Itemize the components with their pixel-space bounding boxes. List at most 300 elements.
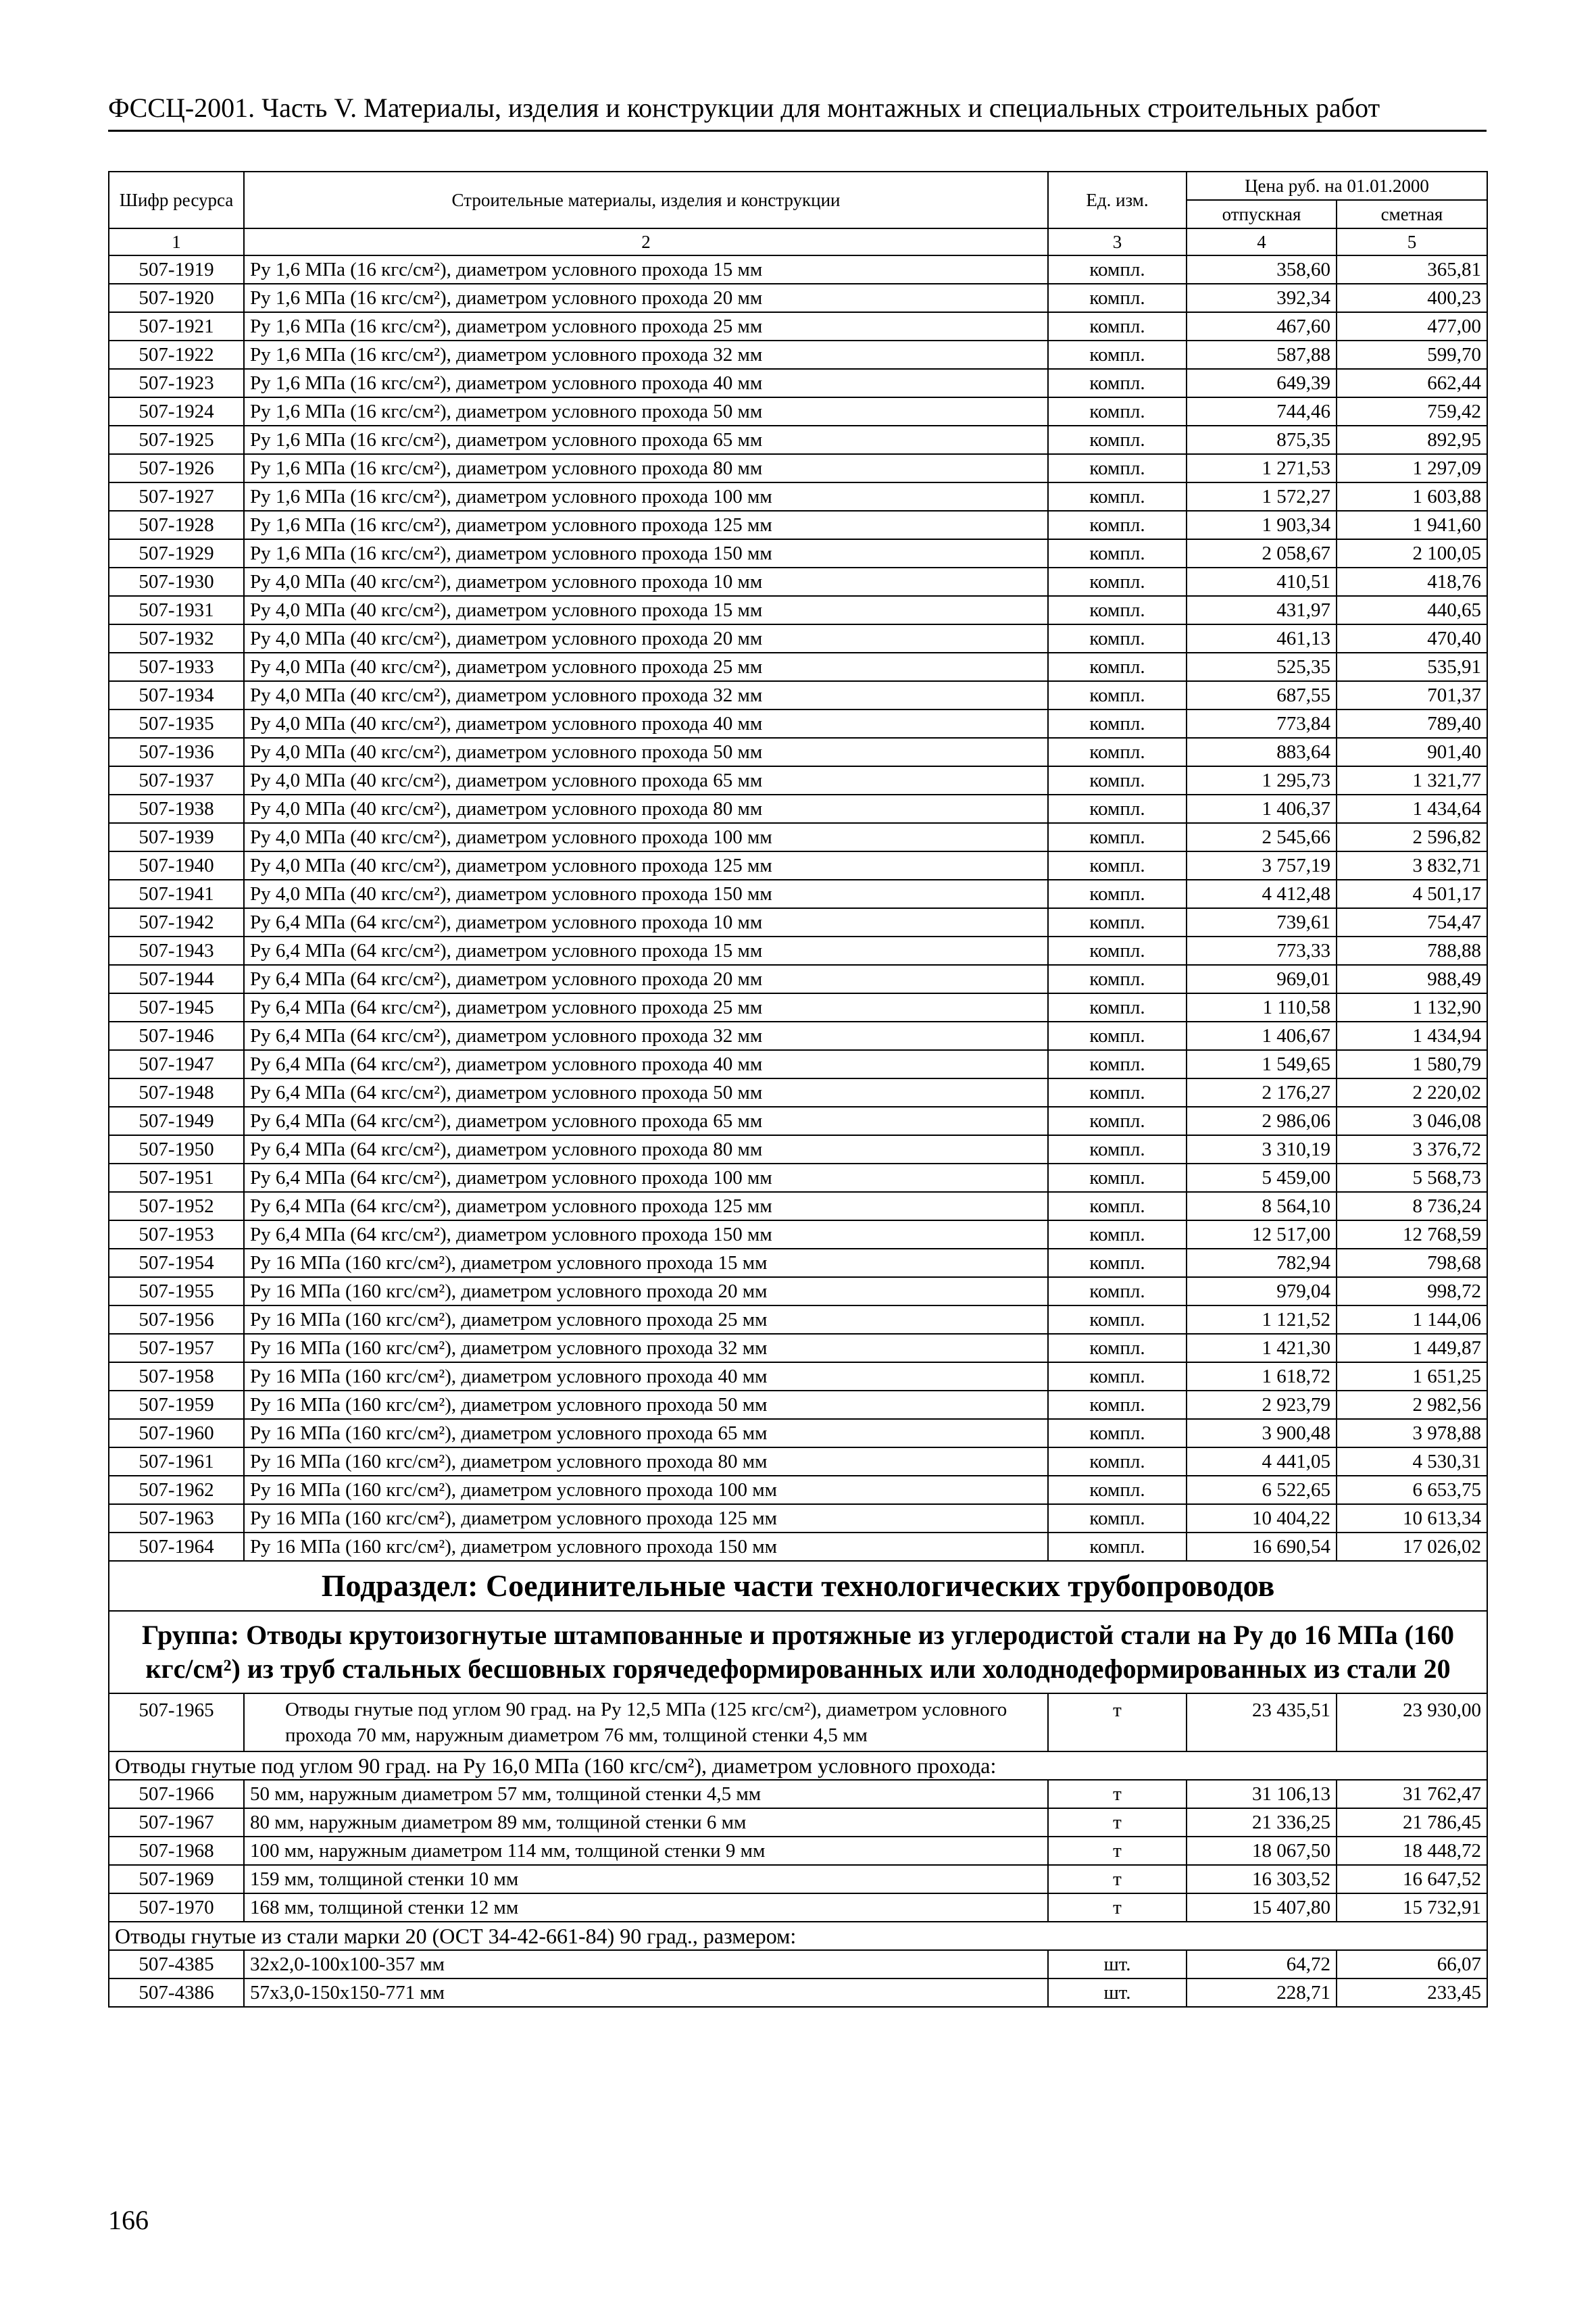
row-release-price: 4 412,48: [1187, 880, 1337, 908]
row-code: 507-1954: [109, 1249, 244, 1277]
row-estimate-price: 470,40: [1337, 624, 1487, 653]
row-name: Ру 1,6 МПа (16 кгс/см²), диаметром условного прохода 150 мм: [244, 539, 1048, 568]
row-unit: компл.: [1048, 397, 1187, 426]
page-number: 166: [108, 2205, 149, 2235]
row-release-price: 228,71: [1187, 1978, 1337, 2007]
row-code: 507-1955: [109, 1277, 244, 1305]
row-code: 507-1959: [109, 1391, 244, 1419]
header-price: Цена руб. на 01.01.2000: [1187, 172, 1487, 200]
table-row: [109, 1362, 1487, 1391]
row-release-price: 525,35: [1187, 653, 1337, 681]
header-unit: Ед. изм.: [1048, 172, 1187, 228]
row-name: Ру 1,6 МПа (16 кгс/см²), диаметром условного прохода 125 мм: [244, 511, 1048, 539]
row-unit: компл.: [1048, 1419, 1187, 1447]
table-row: [109, 1192, 1487, 1220]
header-code: Шифр ресурса: [109, 172, 244, 228]
row-unit: т: [1048, 1808, 1187, 1837]
row-release-price: 6 522,65: [1187, 1476, 1337, 1504]
row-estimate-price: 754,47: [1337, 908, 1487, 937]
row-name: Ру 16 МПа (160 кгс/см²), диаметром условного прохода 65 мм: [244, 1419, 1048, 1447]
row-estimate-price: 1 651,25: [1337, 1362, 1487, 1391]
row-name: Ру 6,4 МПа (64 кгс/см²), диаметром условного прохода 15 мм: [244, 937, 1048, 965]
row-unit: компл.: [1048, 312, 1187, 341]
row-name: 159 мм, толщиной стенки 10 мм: [244, 1865, 1048, 1893]
row-estimate-price: 998,72: [1337, 1277, 1487, 1305]
row-code: 507-1924: [109, 397, 244, 426]
row-unit: т: [1048, 1693, 1187, 1751]
row-code: 507-1937: [109, 766, 244, 795]
row-unit: компл.: [1048, 1107, 1187, 1135]
row-name: 100 мм, наружным диаметром 114 мм, толщиной стенки 9 мм: [244, 1837, 1048, 1865]
row-unit: компл.: [1048, 511, 1187, 539]
table-row: [109, 738, 1487, 766]
row-estimate-price: 988,49: [1337, 965, 1487, 993]
table-row: [109, 880, 1487, 908]
row-code: 507-1939: [109, 823, 244, 851]
row-estimate-price: 1 941,60: [1337, 511, 1487, 539]
row-code: 507-1952: [109, 1192, 244, 1220]
col-num-4: 4: [1187, 228, 1337, 255]
row-release-price: 1 406,67: [1187, 1022, 1337, 1050]
row-code: 507-1925: [109, 426, 244, 454]
row-unit: компл.: [1048, 1305, 1187, 1334]
row-unit: компл.: [1048, 823, 1187, 851]
row-code: 507-1967: [109, 1808, 244, 1837]
header-name: Строительные материалы, изделия и конструкции: [244, 172, 1048, 228]
row-release-price: 1 549,65: [1187, 1050, 1337, 1078]
row-code: 507-1956: [109, 1305, 244, 1334]
row-release-price: 1 121,52: [1187, 1305, 1337, 1334]
row-estimate-price: 8 736,24: [1337, 1192, 1487, 1220]
row-name: Ру 16 МПа (160 кгс/см²), диаметром условного прохода 80 мм: [244, 1447, 1048, 1476]
row-estimate-price: 3 978,88: [1337, 1419, 1487, 1447]
row-name: Ру 6,4 МПа (64 кгс/см²), диаметром условного прохода 125 мм: [244, 1192, 1048, 1220]
row-release-price: 1 903,34: [1187, 511, 1337, 539]
row-name: Ру 16 МПа (160 кгс/см²), диаметром условного прохода 100 мм: [244, 1476, 1048, 1504]
row-name: Ру 16 МПа (160 кгс/см²), диаметром условного прохода 25 мм: [244, 1305, 1048, 1334]
table-row: [109, 1164, 1487, 1192]
table-row: [109, 624, 1487, 653]
row-release-price: 21 336,25: [1187, 1808, 1337, 1837]
row-estimate-price: 477,00: [1337, 312, 1487, 341]
row-name: 50 мм, наружным диаметром 57 мм, толщиной стенки 4,5 мм: [244, 1780, 1048, 1808]
row-name: Ру 16 МПа (160 кгс/см²), диаметром условного прохода 40 мм: [244, 1362, 1048, 1391]
row-estimate-price: 17 026,02: [1337, 1533, 1487, 1561]
row-estimate-price: 6 653,75: [1337, 1476, 1487, 1504]
table-row: [109, 1837, 1487, 1865]
row-release-price: 4 441,05: [1187, 1447, 1337, 1476]
table-row: [109, 255, 1487, 284]
row-estimate-price: 3 046,08: [1337, 1107, 1487, 1135]
row-estimate-price: 12 768,59: [1337, 1220, 1487, 1249]
row-name: Ру 4,0 МПа (40 кгс/см²), диаметром условного прохода 10 мм: [244, 568, 1048, 596]
row-name: Ру 6,4 МПа (64 кгс/см²), диаметром условного прохода 50 мм: [244, 1078, 1048, 1107]
row-estimate-price: 66,07: [1337, 1950, 1487, 1978]
col-num-1: 1: [109, 228, 244, 255]
row-name: Ру 1,6 МПа (16 кгс/см²), диаметром условного прохода 15 мм: [244, 255, 1048, 284]
table-row: [109, 653, 1487, 681]
row-estimate-price: 5 568,73: [1337, 1164, 1487, 1192]
table-row: [109, 1022, 1487, 1050]
row-release-price: 461,13: [1187, 624, 1337, 653]
row-estimate-price: 2 596,82: [1337, 823, 1487, 851]
row-code: 507-1966: [109, 1780, 244, 1808]
row-unit: компл.: [1048, 710, 1187, 738]
table-row: [109, 454, 1487, 482]
row-name: Ру 1,6 МПа (16 кгс/см²), диаметром условного прохода 25 мм: [244, 312, 1048, 341]
table-row: [109, 1693, 1487, 1751]
table-row: [109, 1050, 1487, 1078]
table-row: [109, 993, 1487, 1022]
row-estimate-price: 400,23: [1337, 284, 1487, 312]
row-code: 507-1940: [109, 851, 244, 880]
row-unit: компл.: [1048, 965, 1187, 993]
row-unit: компл.: [1048, 1022, 1187, 1050]
row-estimate-price: 1 132,90: [1337, 993, 1487, 1022]
row-release-price: 1 572,27: [1187, 482, 1337, 511]
row-code: 507-1953: [109, 1220, 244, 1249]
table-row: [109, 312, 1487, 341]
row-unit: т: [1048, 1837, 1187, 1865]
row-unit: компл.: [1048, 1533, 1187, 1561]
row-estimate-price: 3 832,71: [1337, 851, 1487, 880]
row-estimate-price: 662,44: [1337, 369, 1487, 397]
row-unit: компл.: [1048, 1135, 1187, 1164]
row-estimate-price: 1 144,06: [1337, 1305, 1487, 1334]
row-unit: компл.: [1048, 1277, 1187, 1305]
row-estimate-price: 365,81: [1337, 255, 1487, 284]
row-release-price: 2 058,67: [1187, 539, 1337, 568]
row-release-price: 2 923,79: [1187, 1391, 1337, 1419]
row-name: 32х2,0-100х100-357 мм: [244, 1950, 1048, 1978]
subsection-row: [109, 1561, 1487, 1611]
row-name: Ру 6,4 МПа (64 кгс/см²), диаметром условного прохода 20 мм: [244, 965, 1048, 993]
row-code: 507-1920: [109, 284, 244, 312]
row-unit: компл.: [1048, 624, 1187, 653]
row-release-price: 5 459,00: [1187, 1164, 1337, 1192]
row-release-price: 2 545,66: [1187, 823, 1337, 851]
row-release-price: 23 435,51: [1187, 1693, 1337, 1751]
table-row: [109, 965, 1487, 993]
table-row: [109, 1419, 1487, 1447]
table-row: [109, 568, 1487, 596]
row-name: Ру 16 МПа (160 кгс/см²), диаметром условного прохода 32 мм: [244, 1334, 1048, 1362]
row-name: Ру 1,6 МПа (16 кгс/см²), диаметром условного прохода 80 мм: [244, 454, 1048, 482]
row-name: Ру 6,4 МПа (64 кгс/см²), диаметром условного прохода 100 мм: [244, 1164, 1048, 1192]
header-estimate: сметная: [1337, 200, 1487, 228]
row-release-price: 587,88: [1187, 341, 1337, 369]
row-name: 57х3,0-150х150-771 мм: [244, 1978, 1048, 2007]
table-row: [109, 1334, 1487, 1362]
row-unit: компл.: [1048, 454, 1187, 482]
row-code: 507-1968: [109, 1837, 244, 1865]
table-row: [109, 1808, 1487, 1837]
row-unit: компл.: [1048, 341, 1187, 369]
row-code: 507-1930: [109, 568, 244, 596]
row-estimate-price: 2 982,56: [1337, 1391, 1487, 1419]
row-code: 507-1919: [109, 255, 244, 284]
row-estimate-price: 4 501,17: [1337, 880, 1487, 908]
row-code: 507-1934: [109, 681, 244, 710]
row-name: Ру 1,6 МПа (16 кгс/см²), диаметром условного прохода 32 мм: [244, 341, 1048, 369]
row-name: Ру 4,0 МПа (40 кгс/см²), диаметром условного прохода 65 мм: [244, 766, 1048, 795]
bends-16-label: Отводы гнутые под углом 90 град. на Ру 16,0 МПа (160 кгс/см²), диаметром условного прохода:: [109, 1751, 1487, 1780]
row-name: Ру 4,0 МПа (40 кгс/см²), диаметром условного прохода 20 мм: [244, 624, 1048, 653]
row-estimate-price: 4 530,31: [1337, 1447, 1487, 1476]
table-row: [109, 426, 1487, 454]
row-unit: компл.: [1048, 284, 1187, 312]
row-unit: т: [1048, 1865, 1187, 1893]
table-row: [109, 1893, 1487, 1922]
table-row: [109, 1249, 1487, 1277]
table-row: [109, 511, 1487, 539]
row-name: Ру 4,0 МПа (40 кгс/см²), диаметром условного прохода 150 мм: [244, 880, 1048, 908]
row-code: 507-1928: [109, 511, 244, 539]
row-estimate-price: 788,88: [1337, 937, 1487, 965]
row-release-price: 649,39: [1187, 369, 1337, 397]
row-release-price: 773,33: [1187, 937, 1337, 965]
row-unit: компл.: [1048, 482, 1187, 511]
row-code: 507-1935: [109, 710, 244, 738]
row-release-price: 392,34: [1187, 284, 1337, 312]
row-estimate-price: 10 613,34: [1337, 1504, 1487, 1533]
row-code: 507-4386: [109, 1978, 244, 2007]
row-code: 507-1944: [109, 965, 244, 993]
row-code: 507-1960: [109, 1419, 244, 1447]
row-estimate-price: 1 449,87: [1337, 1334, 1487, 1362]
row-unit: компл.: [1048, 908, 1187, 937]
row-release-price: 2 986,06: [1187, 1107, 1337, 1135]
row-code: 507-1936: [109, 738, 244, 766]
table-row: [109, 369, 1487, 397]
row-unit: шт.: [1048, 1950, 1187, 1978]
row-code: 507-1943: [109, 937, 244, 965]
row-name: Ру 16 МПа (160 кгс/см²), диаметром условного прохода 20 мм: [244, 1277, 1048, 1305]
row-unit: компл.: [1048, 766, 1187, 795]
row-estimate-price: 1 580,79: [1337, 1050, 1487, 1078]
row-release-price: 12 517,00: [1187, 1220, 1337, 1249]
row-release-price: 2 176,27: [1187, 1078, 1337, 1107]
row-code: 507-1963: [109, 1504, 244, 1533]
price-table: [108, 171, 1488, 2008]
table-row: [109, 1107, 1487, 1135]
row-release-price: 31 106,13: [1187, 1780, 1337, 1808]
row-code: 507-1969: [109, 1865, 244, 1893]
row-code: 507-1931: [109, 596, 244, 624]
row-name: Отводы гнутые под углом 90 град. на Ру 12,5 МПа (125 кгс/см²), диаметром условного прохода 70 мм, наружным диаметром 76 мм, толщиной стенки 4,5 мм: [244, 1693, 1048, 1751]
row-unit: компл.: [1048, 1476, 1187, 1504]
table-row: [109, 1533, 1487, 1561]
row-release-price: 687,55: [1187, 681, 1337, 710]
row-unit: компл.: [1048, 1192, 1187, 1220]
row-estimate-price: 1 434,94: [1337, 1022, 1487, 1050]
row-estimate-price: 21 786,45: [1337, 1808, 1487, 1837]
row-estimate-price: 789,40: [1337, 710, 1487, 738]
row-release-price: 16 690,54: [1187, 1533, 1337, 1561]
row-code: 507-1927: [109, 482, 244, 511]
row-code: 507-1962: [109, 1476, 244, 1504]
row-name: Ру 6,4 МПа (64 кгс/см²), диаметром условного прохода 32 мм: [244, 1022, 1048, 1050]
row-name: Ру 6,4 МПа (64 кгс/см²), диаметром условного прохода 10 мм: [244, 908, 1048, 937]
row-estimate-price: 701,37: [1337, 681, 1487, 710]
row-estimate-price: 901,40: [1337, 738, 1487, 766]
row-name: Ру 6,4 МПа (64 кгс/см²), диаметром условного прохода 65 мм: [244, 1107, 1048, 1135]
row-unit: компл.: [1048, 539, 1187, 568]
row-release-price: 16 303,52: [1187, 1865, 1337, 1893]
table-row: [109, 1447, 1487, 1476]
row-unit: компл.: [1048, 1249, 1187, 1277]
row-name: Ру 1,6 МПа (16 кгс/см²), диаметром условного прохода 20 мм: [244, 284, 1048, 312]
row-name: Ру 4,0 МПа (40 кгс/см²), диаметром условного прохода 80 мм: [244, 795, 1048, 823]
row-release-price: 1 421,30: [1187, 1334, 1337, 1362]
table-row: [109, 1305, 1487, 1334]
row-name: Ру 4,0 МПа (40 кгс/см²), диаметром условного прохода 50 мм: [244, 738, 1048, 766]
row-estimate-price: 2 100,05: [1337, 539, 1487, 568]
row-code: 507-1965: [109, 1693, 244, 1751]
row-code: 507-1946: [109, 1022, 244, 1050]
row-release-price: 1 271,53: [1187, 454, 1337, 482]
row-release-price: 773,84: [1187, 710, 1337, 738]
row-release-price: 358,60: [1187, 255, 1337, 284]
table-row: [109, 482, 1487, 511]
header-release: отпускная: [1187, 200, 1337, 228]
row-release-price: 3 757,19: [1187, 851, 1337, 880]
page-header: ФССЦ-2001. Часть V. Материалы, изделия и конструкции для монтажных и специальных строительных работ: [108, 95, 1487, 132]
row-unit: шт.: [1048, 1978, 1187, 2007]
row-release-price: 467,60: [1187, 312, 1337, 341]
row-name: Ру 1,6 МПа (16 кгс/см²), диаметром условного прохода 50 мм: [244, 397, 1048, 426]
row-release-price: 969,01: [1187, 965, 1337, 993]
row-estimate-price: 18 448,72: [1337, 1837, 1487, 1865]
column-number-row: [109, 228, 1487, 255]
row-name: Ру 4,0 МПа (40 кгс/см²), диаметром условного прохода 25 мм: [244, 653, 1048, 681]
table-row: [109, 539, 1487, 568]
row-name: Ру 1,6 МПа (16 кгс/см²), диаметром условного прохода 40 мм: [244, 369, 1048, 397]
row-unit: компл.: [1048, 795, 1187, 823]
row-estimate-price: 3 376,72: [1337, 1135, 1487, 1164]
row-name: Ру 16 МПа (160 кгс/см²), диаметром условного прохода 125 мм: [244, 1504, 1048, 1533]
row-unit: компл.: [1048, 1391, 1187, 1419]
row-name: Ру 4,0 МПа (40 кгс/см²), диаметром условного прохода 100 мм: [244, 823, 1048, 851]
row-release-price: 1 110,58: [1187, 993, 1337, 1022]
row-name: Ру 4,0 МПа (40 кгс/см²), диаметром условного прохода 125 мм: [244, 851, 1048, 880]
row-unit: компл.: [1048, 993, 1187, 1022]
row-name: Ру 4,0 МПа (40 кгс/см²), диаметром условного прохода 40 мм: [244, 710, 1048, 738]
table-row: [109, 1391, 1487, 1419]
table-header-row: [109, 172, 1487, 200]
row-code: 507-1926: [109, 454, 244, 482]
row-estimate-price: 1 603,88: [1337, 482, 1487, 511]
row-code: 507-1945: [109, 993, 244, 1022]
row-code: 507-1964: [109, 1533, 244, 1561]
row-name: Ру 1,6 МПа (16 кгс/см²), диаметром условного прохода 65 мм: [244, 426, 1048, 454]
row-code: 507-1947: [109, 1050, 244, 1078]
row-unit: компл.: [1048, 1447, 1187, 1476]
row-release-price: 3 310,19: [1187, 1135, 1337, 1164]
group-row: [109, 1611, 1487, 1693]
row-code: 507-1949: [109, 1107, 244, 1135]
table-row: [109, 681, 1487, 710]
row-estimate-price: 440,65: [1337, 596, 1487, 624]
table-row: [109, 1220, 1487, 1249]
row-unit: компл.: [1048, 1334, 1187, 1362]
row-unit: компл.: [1048, 1362, 1187, 1391]
row-name: Ру 6,4 МПа (64 кгс/см²), диаметром условного прохода 150 мм: [244, 1220, 1048, 1249]
table-row: [109, 1135, 1487, 1164]
row-unit: компл.: [1048, 1504, 1187, 1533]
row-unit: т: [1048, 1893, 1187, 1922]
table-row: [109, 823, 1487, 851]
row-estimate-price: 418,76: [1337, 568, 1487, 596]
row-code: 507-1957: [109, 1334, 244, 1362]
row-name: Ру 4,0 МПа (40 кгс/см²), диаметром условного прохода 32 мм: [244, 681, 1048, 710]
row-code: 507-1950: [109, 1135, 244, 1164]
row-estimate-price: 1 321,77: [1337, 766, 1487, 795]
row-estimate-price: 15 732,91: [1337, 1893, 1487, 1922]
row-release-price: 883,64: [1187, 738, 1337, 766]
row-release-price: 3 900,48: [1187, 1419, 1337, 1447]
row-unit: компл.: [1048, 937, 1187, 965]
row-estimate-price: 759,42: [1337, 397, 1487, 426]
row-unit: компл.: [1048, 653, 1187, 681]
col-num-5: 5: [1337, 228, 1487, 255]
row-release-price: 1 618,72: [1187, 1362, 1337, 1391]
table-row: [109, 341, 1487, 369]
group-label-row: [109, 1751, 1487, 1780]
row-name: Ру 16 МПа (160 кгс/см²), диаметром условного прохода 15 мм: [244, 1249, 1048, 1277]
row-release-price: 739,61: [1187, 908, 1337, 937]
row-release-price: 8 564,10: [1187, 1192, 1337, 1220]
row-name: Ру 16 МПа (160 кгс/см²), диаметром условного прохода 150 мм: [244, 1533, 1048, 1561]
row-unit: компл.: [1048, 1220, 1187, 1249]
row-name: Ру 4,0 МПа (40 кгс/см²), диаметром условного прохода 15 мм: [244, 596, 1048, 624]
bends-ost-label: Отводы гнутые из стали марки 20 (ОСТ 34-42-661-84) 90 град., размером:: [109, 1922, 1487, 1950]
row-code: 507-1923: [109, 369, 244, 397]
row-code: 507-1961: [109, 1447, 244, 1476]
row-release-price: 15 407,80: [1187, 1893, 1337, 1922]
row-estimate-price: 31 762,47: [1337, 1780, 1487, 1808]
group-label-row: [109, 1922, 1487, 1950]
subsection-title: Подраздел: Соединительные части технологических трубопроводов: [109, 1561, 1487, 1611]
table-row: [109, 1950, 1487, 1978]
row-name: Ру 16 МПа (160 кгс/см²), диаметром условного прохода 50 мм: [244, 1391, 1048, 1419]
row-release-price: 1 406,37: [1187, 795, 1337, 823]
row-code: 507-1941: [109, 880, 244, 908]
table-row: [109, 1780, 1487, 1808]
row-estimate-price: 233,45: [1337, 1978, 1487, 2007]
row-name: 168 мм, толщиной стенки 12 мм: [244, 1893, 1048, 1922]
row-unit: компл.: [1048, 568, 1187, 596]
row-release-price: 64,72: [1187, 1950, 1337, 1978]
row-unit: компл.: [1048, 1050, 1187, 1078]
row-name: 80 мм, наружным диаметром 89 мм, толщиной стенки 6 мм: [244, 1808, 1048, 1837]
row-code: 507-1929: [109, 539, 244, 568]
row-estimate-price: 2 220,02: [1337, 1078, 1487, 1107]
row-estimate-price: 535,91: [1337, 653, 1487, 681]
table-row: [109, 1078, 1487, 1107]
row-unit: компл.: [1048, 1164, 1187, 1192]
row-release-price: 410,51: [1187, 568, 1337, 596]
row-estimate-price: 23 930,00: [1337, 1693, 1487, 1751]
row-release-price: 875,35: [1187, 426, 1337, 454]
row-estimate-price: 1 297,09: [1337, 454, 1487, 482]
row-release-price: 782,94: [1187, 1249, 1337, 1277]
row-estimate-price: 798,68: [1337, 1249, 1487, 1277]
group-title: Группа: Отводы крутоизогнутые штампованные и протяжные из углеродистой стали на Ру до 16 МПа (160 кгс/см²) из труб стальных бесшовных горячедеформированных или холоднодеформированных из стали 20: [109, 1611, 1487, 1693]
row-unit: компл.: [1048, 851, 1187, 880]
row-name: Ру 6,4 МПа (64 кгс/см²), диаметром условного прохода 25 мм: [244, 993, 1048, 1022]
row-unit: компл.: [1048, 255, 1187, 284]
